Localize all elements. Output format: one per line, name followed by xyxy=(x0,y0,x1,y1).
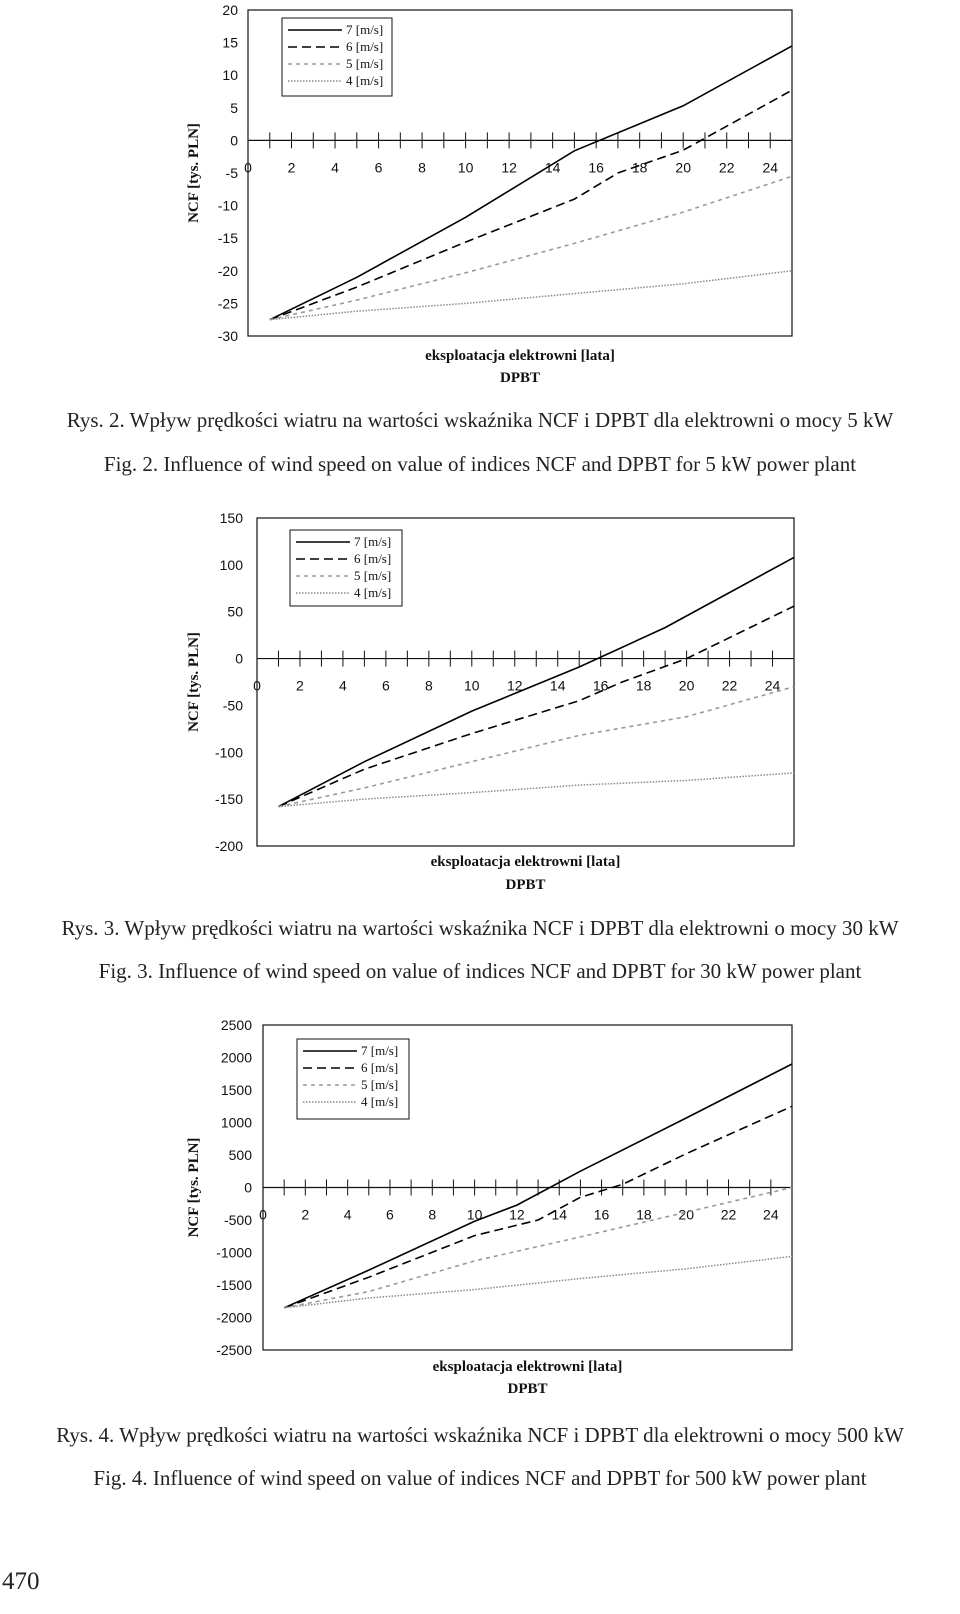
x-tick-label: 4 xyxy=(343,1206,352,1223)
legend-label: 5 [m/s] xyxy=(361,1077,399,1092)
y-tick-label: -30 xyxy=(217,328,238,344)
x-tick-label: 14 xyxy=(544,159,561,176)
page-number: 470 xyxy=(2,1568,40,1595)
y-tick-label: 100 xyxy=(219,556,243,573)
chart-ncf-30kw xyxy=(0,505,960,900)
x-tick-label: 16 xyxy=(593,1206,610,1223)
x-tick-label: 14 xyxy=(551,1206,568,1223)
x-axis-sublabel: DPBT xyxy=(499,370,541,386)
x-tick-label: 12 xyxy=(501,159,517,176)
x-tick-label: 10 xyxy=(466,1206,483,1223)
y-axis-label: NCF [tys. PLN] xyxy=(186,632,202,732)
legend-label: 4 [m/s] xyxy=(354,585,392,600)
y-tick-label: 20 xyxy=(222,2,238,18)
x-tick-label: 16 xyxy=(592,677,609,694)
x-tick-label: 20 xyxy=(675,159,691,176)
y-tick-label: -50 xyxy=(222,697,243,714)
x-tick-label: 22 xyxy=(720,1206,737,1223)
y-tick-label: 2500 xyxy=(220,1017,252,1033)
y-axis-label: NCF [tys. PLN] xyxy=(186,1137,202,1238)
x-tick-label: 18 xyxy=(636,1206,652,1223)
x-tick-label: 8 xyxy=(418,159,426,176)
x-tick-label: 4 xyxy=(339,677,347,694)
legend-label: 4 [m/s] xyxy=(361,1094,399,1109)
legend-label: 6 [m/s] xyxy=(354,551,392,566)
x-axis-sublabel: DPBT xyxy=(505,877,546,893)
x-tick-label: 6 xyxy=(374,159,383,176)
y-tick-label: 150 xyxy=(219,510,243,526)
y-tick-label: -20 xyxy=(217,262,238,279)
y-tick-label: 0 xyxy=(244,1179,252,1196)
x-tick-label: 6 xyxy=(381,677,390,694)
x-tick-label: 2 xyxy=(296,677,304,694)
caption-fig4-en: Fig. 4. Influence of wind speed on value of indices NCF and DPBT for 500 kW power plant xyxy=(93,1466,867,1490)
x-tick-label: 22 xyxy=(718,159,735,176)
x-tick-label: 8 xyxy=(424,677,433,694)
x-tick-label: 0 xyxy=(253,677,261,694)
x-tick-label: 18 xyxy=(635,677,652,694)
y-tick-label: -1000 xyxy=(216,1244,252,1261)
y-tick-label: -15 xyxy=(217,230,238,247)
legend-label: 6 [m/s] xyxy=(361,1060,399,1075)
chart-ncf-5kw xyxy=(0,0,960,395)
y-tick-label: -25 xyxy=(217,295,238,312)
legend-label: 6 [m/s] xyxy=(346,39,384,54)
caption-fig2-en: Fig. 2. Influence of wind speed on value of indices NCF and DPBT for 5 kW power plant xyxy=(103,452,857,476)
y-tick-label: 500 xyxy=(228,1147,252,1163)
x-tick-label: 2 xyxy=(301,1206,310,1223)
x-tick-label: 0 xyxy=(259,1206,267,1223)
x-tick-label: 18 xyxy=(631,159,648,176)
caption-fig3-pl: Rys. 3. Wpływ prędkości wiatru na wartości wskaźnika NCF i DPBT dla elektrowni o mocy 30 kW xyxy=(61,916,899,940)
x-tick-label: 6 xyxy=(386,1206,394,1223)
y-tick-label: 2000 xyxy=(220,1049,252,1066)
x-tick-label: 4 xyxy=(331,159,339,176)
legend-label: 5 [m/s] xyxy=(346,56,384,71)
caption-fig2-pl: Rys. 2. Wpływ prędkości wiatru na wartości wskaźnika NCF i DPBT dla elektrowni o mocy 5 kW xyxy=(66,408,894,432)
y-tick-label: 10 xyxy=(222,67,238,84)
chart-ncf-500kw xyxy=(0,1012,960,1412)
x-tick-label: 0 xyxy=(244,159,252,176)
y-tick-label: -100 xyxy=(214,744,243,761)
x-axis-label: eksploatacja elektrowni [lata] xyxy=(425,348,615,364)
x-tick-label: 12 xyxy=(506,677,523,694)
y-tick-label: -2000 xyxy=(216,1309,252,1326)
x-tick-label: 16 xyxy=(588,159,604,176)
x-tick-label: 24 xyxy=(764,677,781,694)
y-tick-label: 5 xyxy=(230,99,238,116)
x-tick-label: 24 xyxy=(762,159,779,176)
caption-fig3-en: Fig. 3. Influence of wind speed on value of indices NCF and DPBT for 30 kW power plant xyxy=(98,959,862,983)
x-tick-label: 12 xyxy=(509,1206,525,1223)
legend-label: 7 [m/s] xyxy=(346,22,384,37)
y-tick-label: -5 xyxy=(225,165,238,181)
x-axis-sublabel: DPBT xyxy=(507,1381,548,1397)
x-tick-label: 14 xyxy=(549,677,566,694)
legend-label: 5 [m/s] xyxy=(354,568,392,583)
x-tick-label: 22 xyxy=(721,677,738,694)
x-tick-label: 24 xyxy=(763,1206,779,1223)
legend-label: 4 [m/s] xyxy=(346,73,384,88)
y-tick-label: -150 xyxy=(214,791,243,808)
y-axis-label: NCF [tys. PLN] xyxy=(186,123,202,223)
x-tick-label: 20 xyxy=(678,677,695,694)
y-tick-label: 15 xyxy=(222,34,238,51)
x-tick-label: 2 xyxy=(287,159,296,176)
y-tick-label: 50 xyxy=(227,603,243,620)
y-tick-label: -500 xyxy=(223,1212,252,1228)
y-tick-label: -1500 xyxy=(216,1277,252,1293)
x-axis-label: eksploatacja elektrowni [lata] xyxy=(430,854,621,870)
y-tick-label: 0 xyxy=(235,650,243,667)
legend-label: 7 [m/s] xyxy=(361,1043,399,1058)
x-tick-label: 20 xyxy=(678,1206,694,1223)
legend-label: 7 [m/s] xyxy=(354,534,392,549)
y-tick-label: 1500 xyxy=(220,1082,252,1098)
x-tick-label: 10 xyxy=(457,159,474,176)
x-axis-label: eksploatacja elektrowni [lata] xyxy=(432,1359,623,1375)
x-tick-label: 8 xyxy=(428,1206,437,1223)
y-tick-label: -200 xyxy=(214,838,243,854)
y-tick-label: -2500 xyxy=(216,1342,252,1358)
y-tick-label: 1000 xyxy=(220,1114,252,1131)
caption-fig4-pl: Rys. 4. Wpływ prędkości wiatru na wartości wskaźnika NCF i DPBT dla elektrowni o mocy 500 kW xyxy=(56,1423,904,1447)
y-tick-label: 0 xyxy=(230,132,238,149)
y-tick-label: -10 xyxy=(217,197,238,214)
x-tick-label: 10 xyxy=(464,677,480,694)
